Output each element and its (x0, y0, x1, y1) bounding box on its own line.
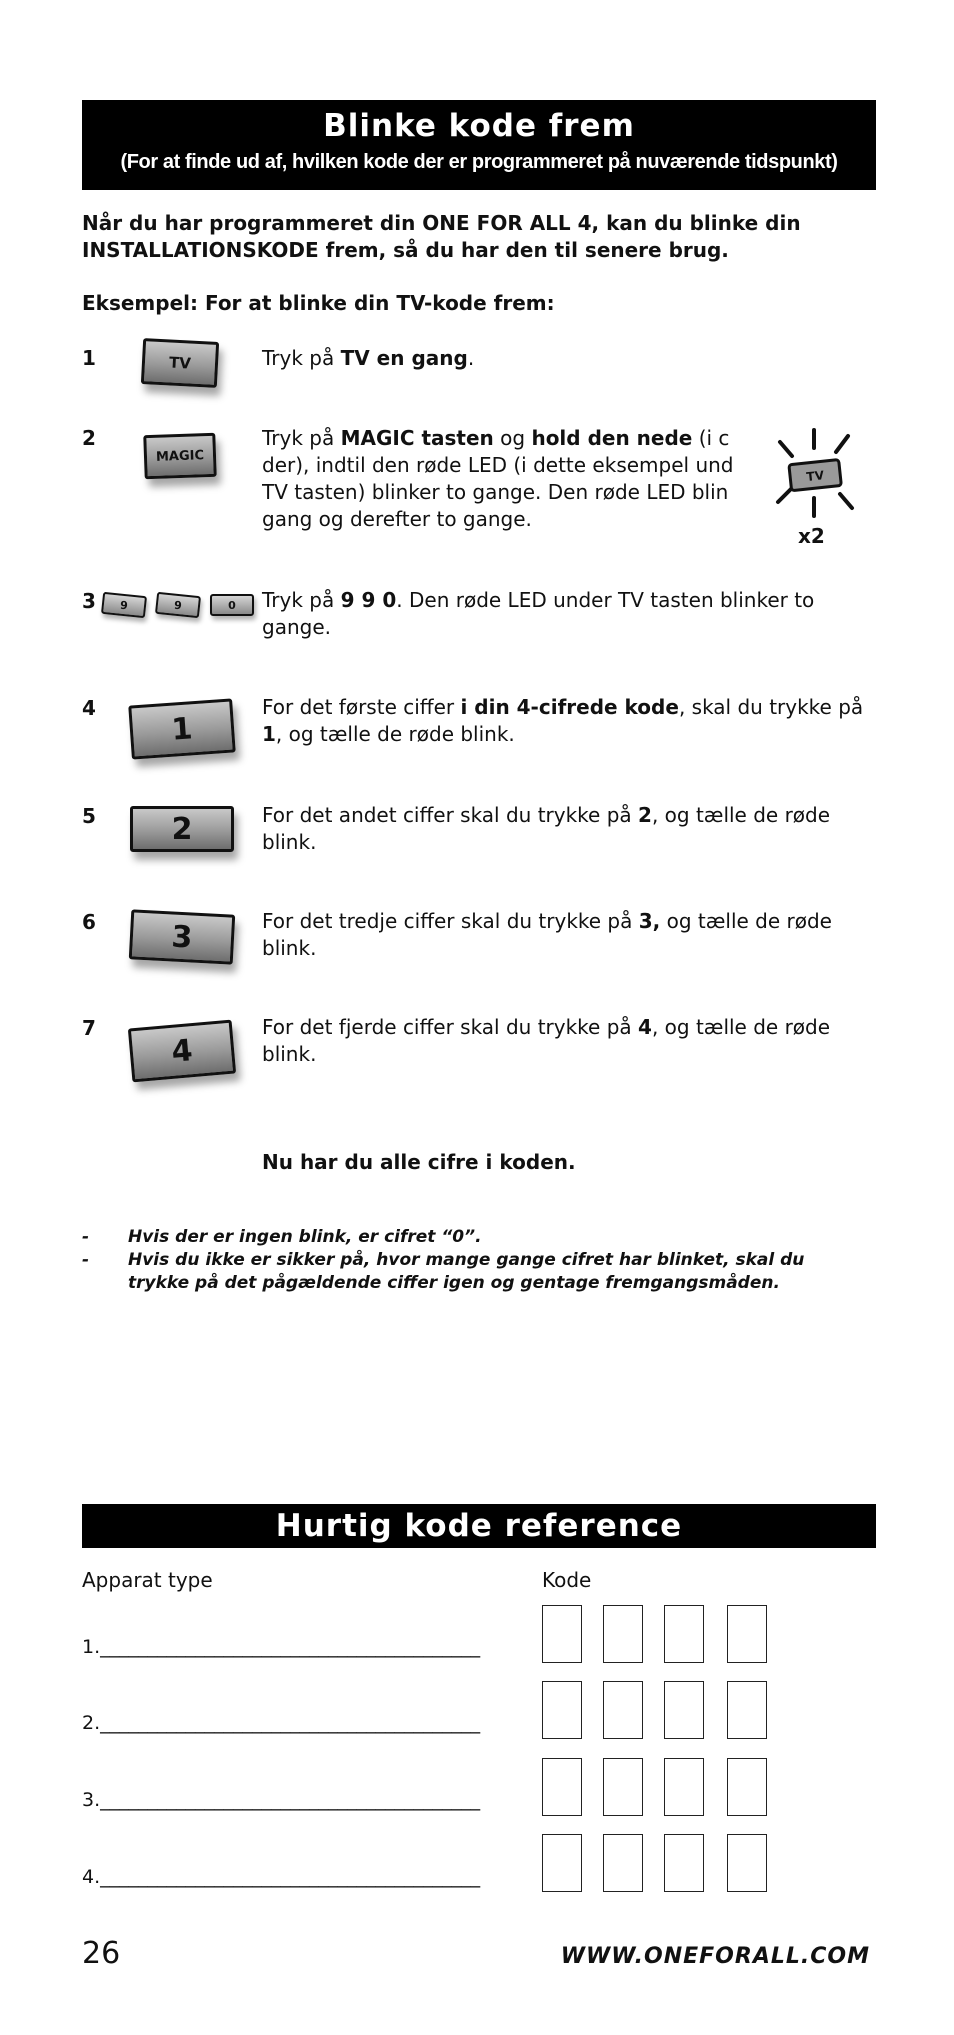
step-4-text: For det første ciffer i din 4-cifrede kode, skal du trykke på 1, og tælle de røde blink. (262, 695, 864, 746)
step-number: 4 (82, 696, 96, 720)
example-heading: Eksempel: For at blinke din TV-kode frem: (82, 291, 555, 315)
step-number: 1 (82, 346, 96, 370)
step-number: 5 (82, 804, 96, 828)
column-label-code: Kode (542, 1568, 592, 1592)
code-digit-box (664, 1605, 704, 1663)
code-digit-box (603, 1605, 643, 1663)
notes-list (82, 1226, 862, 1295)
code-digit-box (603, 1758, 643, 1816)
step-number: 3 (82, 589, 96, 613)
step-7-text: For det fjerde ciffer skal du trykke på 4, og tælle de røde blink. (262, 1015, 831, 1066)
code-digit-box (727, 1681, 767, 1739)
zero-key-icon: 0 (210, 594, 254, 616)
column-label-device-type: Apparat type (82, 1568, 213, 1592)
code-digit-box (542, 1758, 582, 1816)
digit-1-key-icon: 1 (128, 698, 236, 759)
step-number: 2 (82, 426, 96, 450)
note-item: - Hvis du ikke er sikker på, hvor mange gange cifret har blinket, skal du trykke på det pågældende ciffer igen og gentage fremgangsmåden. (82, 1250, 805, 1293)
code-digit-box (603, 1834, 643, 1892)
nine-key-icon: 9 (155, 592, 201, 618)
step-2-text: Tryk på MAGIC tasten og hold den nede (i c der), indtil den røde LED (i dette eksempel und TV tasten) blinker to gange. Den røde LED blin gang og derefter to gange. (262, 426, 734, 531)
website-link[interactable]: WWW.ONEFORALL.COM (560, 1944, 870, 1969)
device-type-line: 4.________________________________________ (82, 1866, 481, 1888)
magic-key-icon: MAGIC (143, 433, 216, 479)
section-header-blink-code (82, 100, 876, 190)
code-digit-box (664, 1681, 704, 1739)
device-type-line: 3.________________________________________ (82, 1789, 481, 1811)
section-subtitle: (For at finde ud af, hvilken kode der er programmeret på nuværende tidspunkt) (120, 151, 838, 173)
tv-key-icon: TV (141, 338, 219, 388)
blink-icon-key-label: TV (805, 468, 825, 484)
device-type-line: 2.________________________________________ (82, 1712, 481, 1734)
code-digit-box (727, 1758, 767, 1816)
note-item: - Hvis der er ingen blink, er cifret “0”. (82, 1227, 482, 1247)
code-digit-box (542, 1681, 582, 1739)
code-digit-box (664, 1758, 704, 1816)
section-header-quick-reference (82, 1504, 876, 1548)
step-number: 7 (82, 1016, 96, 1040)
section-title: Hurtig kode reference (275, 1508, 683, 1544)
step-6-text: For det tredje ciffer skal du trykke på 3, og tælle de røde blink. (262, 909, 832, 960)
blink-count: x2 (798, 524, 825, 548)
step-3-text: Tryk på 9 9 0. Den røde LED under TV tasten blinker to gange. (262, 588, 815, 639)
digit-2-key-icon: 2 (130, 806, 234, 852)
code-digit-box (603, 1681, 643, 1739)
page-number: 26 (82, 1936, 121, 1971)
code-digit-box (542, 1834, 582, 1892)
code-digit-box (727, 1605, 767, 1663)
digit-4-key-icon: 4 (128, 1020, 236, 1083)
code-digit-box (664, 1834, 704, 1892)
code-digit-box (727, 1834, 767, 1892)
step-5-text: For det andet ciffer skal du trykke på 2, og tælle de røde blink. (262, 803, 831, 854)
step-1-text: Tryk på TV en gang. (262, 346, 475, 370)
code-digit-box (542, 1605, 582, 1663)
step-number: 6 (82, 910, 96, 934)
blinking-tv-led-icon (760, 426, 860, 526)
conclusion-text: Nu har du alle cifre i koden. (262, 1150, 576, 1174)
digit-3-key-icon: 3 (129, 909, 235, 964)
device-type-line: 1.________________________________________ (82, 1636, 481, 1658)
nine-key-icon: 9 (101, 592, 147, 618)
intro-text: Når du har programmeret din ONE FOR ALL 4, kan du blinke din INSTALLATIONSKODE frem, så du har den til senere brug. (82, 211, 801, 262)
section-title: Blinke kode frem (323, 108, 635, 144)
